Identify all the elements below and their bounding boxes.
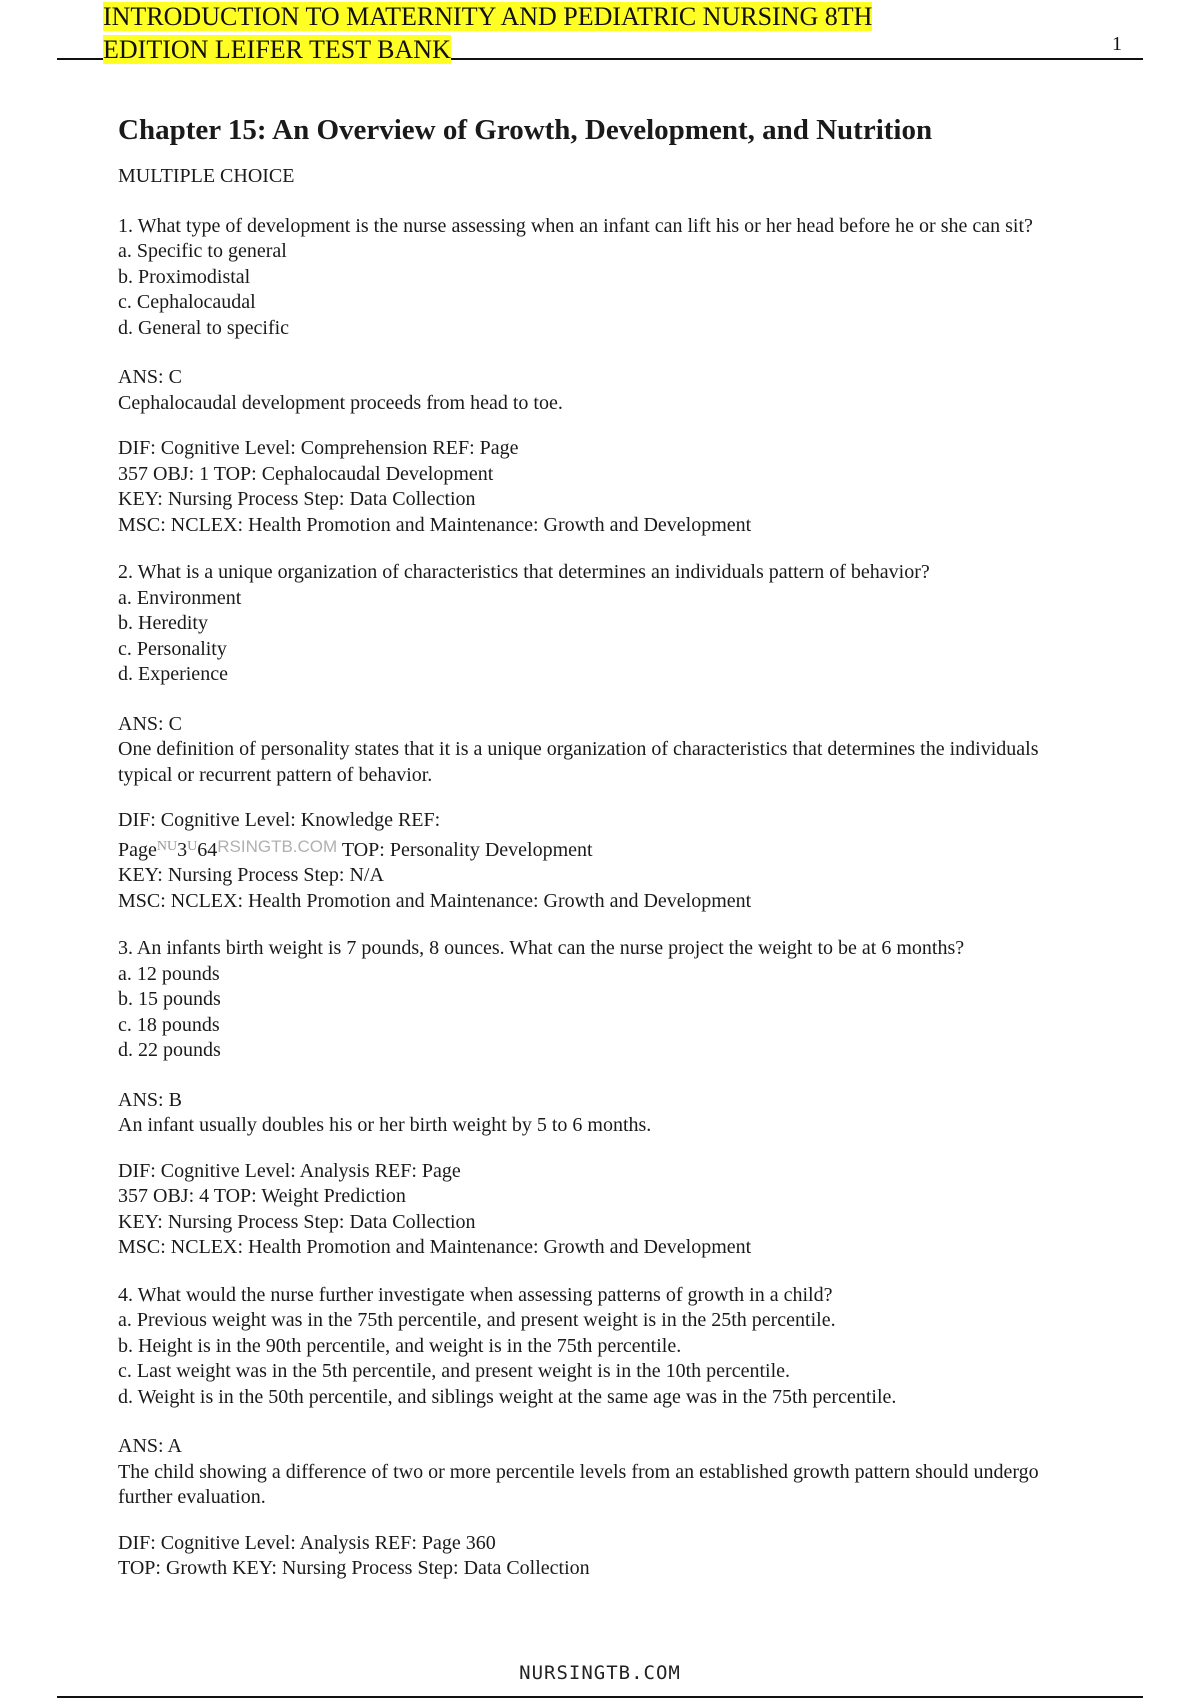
rationale: Cephalocaudal development proceeds from head to toe. <box>118 391 563 414</box>
footer-rule <box>57 1696 1143 1698</box>
meta-line: KEY: Nursing Process Step: Data Collection <box>118 488 476 510</box>
answer-choices <box>118 1308 1078 1410</box>
watermark-fragment: U <box>187 838 198 854</box>
rationale: One definition of personality states that it is a unique organization of characteristics that determines the individuals typical or recurrent pattern of behavior. <box>118 738 1039 786</box>
choice-b: b. 15 pounds <box>118 988 221 1010</box>
choice-a: a. 12 pounds <box>118 962 220 985</box>
footer-watermark: NURSINGTB.COM <box>519 1662 681 1684</box>
document-body <box>118 112 1078 1604</box>
section-label: MULTIPLE CHOICE <box>118 165 295 187</box>
document-header-title <box>103 0 872 66</box>
choice-b: b. Height is in the 90th percentile, and weight is in the 75th percentile. <box>118 1334 682 1357</box>
choice-c: c. Personality <box>118 637 227 660</box>
question-metadata <box>118 1159 1078 1261</box>
choice-d: d. Experience <box>118 663 228 685</box>
question-stem: 1. What type of development is the nurse assessing when an infant can lift his or her head before he or she can sit? <box>118 214 1033 237</box>
meta-page-label: Page <box>118 838 157 861</box>
watermark-fragment: NU <box>156 838 178 854</box>
watermark-text: RSINGTB.COM <box>217 836 338 856</box>
choice-c: c. Last weight was in the 5th percentile, and present weight is in the 10th percentile. <box>118 1360 791 1382</box>
meta-line: 357 OBJ: 4 TOP: Weight Prediction <box>118 1185 406 1207</box>
answer-choices <box>118 239 1078 341</box>
answer-key: ANS: B <box>118 1088 182 1111</box>
question-metadata <box>118 808 1078 914</box>
question-metadata <box>118 1531 1078 1582</box>
meta-line: KEY: Nursing Process Step: N/A <box>118 864 384 886</box>
meta-line: DIF: Cognitive Level: Analysis REF: Page <box>118 1159 461 1182</box>
meta-page-digit: 3 <box>177 838 188 861</box>
choice-d: d. 22 pounds <box>118 1039 221 1061</box>
meta-line: DIF: Cognitive Level: Comprehension REF: Page <box>118 437 519 459</box>
choice-c: c. Cephalocaudal <box>118 291 256 313</box>
question-4 <box>118 1283 1078 1582</box>
question-stem: 3. An infants birth weight is 7 pounds, 8 ounces. What can the nurse project the weight to be at 6 months? <box>118 937 965 959</box>
header-title-line-1: INTRODUCTION TO MATERNITY AND PEDIATRIC NURSING 8TH <box>103 2 873 31</box>
choice-a: a. Specific to general <box>118 240 287 262</box>
choice-b: b. Heredity <box>118 612 208 634</box>
answer-key: ANS: C <box>118 366 182 388</box>
meta-line-with-watermark <box>118 834 1078 864</box>
question-metadata <box>118 436 1078 538</box>
question-stem: 4. What would the nurse further investigate when assessing patterns of growth in a child? <box>118 1283 833 1306</box>
choice-d: d. General to specific <box>118 316 290 339</box>
meta-line: KEY: Nursing Process Step: Data Collection <box>118 1210 476 1233</box>
meta-line: MSC: NCLEX: Health Promotion and Maintenance: Growth and Development <box>118 513 752 536</box>
rationale: The child showing a difference of two or more percentile levels from an established growth pattern should undergo further evaluation. <box>118 1460 1039 1508</box>
meta-line: 357 OBJ: 1 TOP: Cephalocaudal Development <box>118 462 494 485</box>
chapter-title: Chapter 15: An Overview of Growth, Development, and Nutrition <box>118 114 933 146</box>
question-2 <box>118 560 1078 914</box>
meta-line: MSC: NCLEX: Health Promotion and Maintenance: Growth and Development <box>118 1236 752 1258</box>
rationale: An infant usually doubles his or her birth weight by 5 to 6 months. <box>118 1114 652 1136</box>
choice-c: c. 18 pounds <box>118 1013 220 1036</box>
answer-key: ANS: A <box>118 1435 182 1457</box>
page-number: 1 <box>1112 33 1122 55</box>
question-stem: 2. What is a unique organization of characteristics that determines an individuals pattern of behavior? <box>118 561 930 583</box>
answer-key: ANS: C <box>118 712 182 735</box>
meta-line: MSC: NCLEX: Health Promotion and Maintenance: Growth and Development <box>118 889 752 912</box>
question-3 <box>118 936 1078 1261</box>
meta-line: DIF: Cognitive Level: Knowledge REF: <box>118 809 441 831</box>
choice-a: a. Environment <box>118 586 242 609</box>
question-1 <box>118 214 1078 539</box>
meta-line: TOP: Growth KEY: Nursing Process Step: Data Collection <box>118 1557 590 1579</box>
answer-choices <box>118 962 1078 1064</box>
meta-topic: TOP: Personality Development <box>341 838 593 861</box>
meta-line: DIF: Cognitive Level: Analysis REF: Page 360 <box>118 1531 496 1554</box>
meta-page-digits: 64 <box>197 838 218 861</box>
answer-choices <box>118 586 1078 688</box>
choice-a: a. Previous weight was in the 75th percentile, and present weight is in the 25th percentile. <box>118 1309 836 1331</box>
header-title-line-2: EDITION LEIFER TEST BANK <box>103 35 451 64</box>
choice-d: d. Weight is in the 50th percentile, and siblings weight at the same age was in the 75th percentile. <box>118 1385 897 1408</box>
choice-b: b. Proximodistal <box>118 265 251 288</box>
